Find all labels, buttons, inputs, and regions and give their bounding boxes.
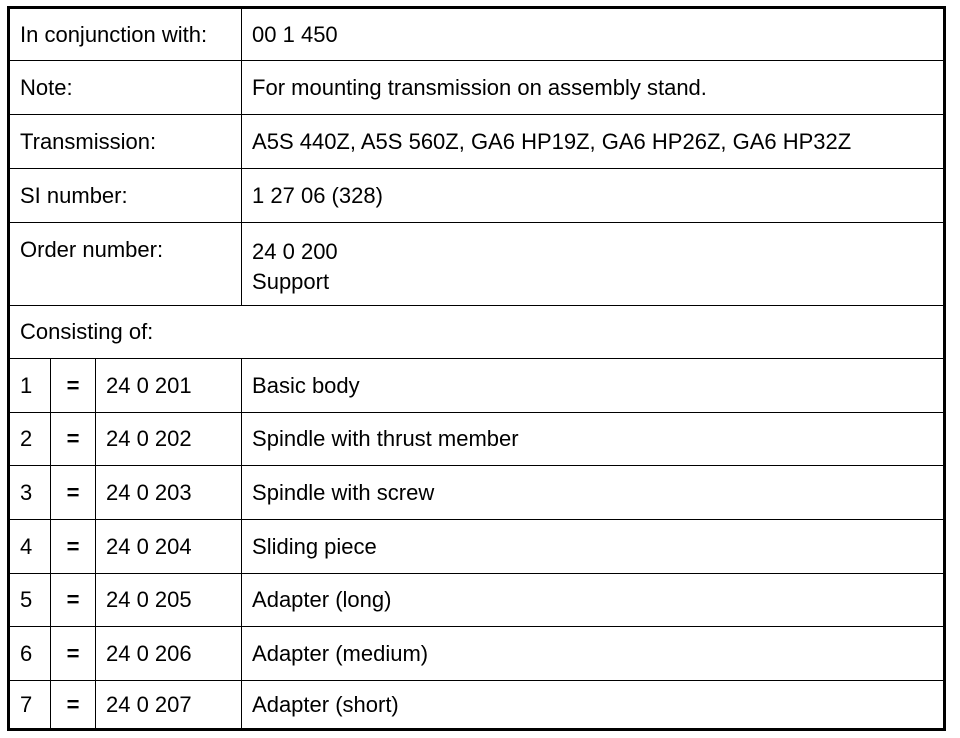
info-row-note bbox=[9, 61, 945, 115]
part-description: Adapter (long) bbox=[242, 574, 945, 627]
info-row-conjunction bbox=[9, 8, 945, 61]
part-equals: = bbox=[51, 574, 96, 627]
part-number: 24 0 204 bbox=[96, 520, 242, 574]
part-number: 24 0 203 bbox=[96, 466, 242, 520]
part-row bbox=[9, 520, 945, 574]
part-index: 3 bbox=[9, 466, 51, 520]
consisting-of-row bbox=[9, 306, 945, 359]
note-value: For mounting transmission on assembly stand. bbox=[242, 61, 945, 115]
order-number-value bbox=[242, 223, 945, 306]
transmission-label: Transmission: bbox=[9, 115, 242, 169]
part-row bbox=[9, 574, 945, 627]
part-description: Adapter (medium) bbox=[242, 627, 945, 681]
part-equals: = bbox=[51, 681, 96, 730]
part-equals: = bbox=[51, 466, 96, 520]
part-description: Spindle with screw bbox=[242, 466, 945, 520]
part-number: 24 0 206 bbox=[96, 627, 242, 681]
part-equals: = bbox=[51, 359, 96, 413]
note-label: Note: bbox=[9, 61, 242, 115]
conjunction-label: In conjunction with: bbox=[9, 8, 242, 61]
part-index: 1 bbox=[9, 359, 51, 413]
part-number: 24 0 202 bbox=[96, 413, 242, 466]
part-row bbox=[9, 681, 945, 730]
part-row bbox=[9, 359, 945, 413]
part-row bbox=[9, 466, 945, 520]
part-equals: = bbox=[51, 413, 96, 466]
part-index: 7 bbox=[9, 681, 51, 730]
special-tool-table bbox=[7, 6, 946, 731]
part-number: 24 0 201 bbox=[96, 359, 242, 413]
transmission-value: A5S 440Z, A5S 560Z, GA6 HP19Z, GA6 HP26Z, GA6 HP32Z bbox=[242, 115, 945, 169]
part-row bbox=[9, 627, 945, 681]
part-index: 2 bbox=[9, 413, 51, 466]
info-row-transmission bbox=[9, 115, 945, 169]
part-description: Adapter (short) bbox=[242, 681, 945, 730]
part-index: 6 bbox=[9, 627, 51, 681]
part-number: 24 0 207 bbox=[96, 681, 242, 730]
part-description: Spindle with thrust member bbox=[242, 413, 945, 466]
part-description: Sliding piece bbox=[242, 520, 945, 574]
si-number-value: 1 27 06 (328) bbox=[242, 169, 945, 223]
part-equals: = bbox=[51, 520, 96, 574]
part-row bbox=[9, 413, 945, 466]
part-index: 5 bbox=[9, 574, 51, 627]
part-index: 4 bbox=[9, 520, 51, 574]
info-row-si-number bbox=[9, 169, 945, 223]
info-row-order-number bbox=[9, 223, 945, 306]
order-item-name: Support bbox=[252, 269, 330, 294]
order-number-label: Order number: bbox=[9, 223, 242, 306]
order-number: 24 0 200 bbox=[252, 239, 338, 264]
conjunction-value: 00 1 450 bbox=[242, 8, 945, 61]
part-number: 24 0 205 bbox=[96, 574, 242, 627]
consisting-of-label: Consisting of: bbox=[9, 306, 945, 359]
si-number-label: SI number: bbox=[9, 169, 242, 223]
part-description: Basic body bbox=[242, 359, 945, 413]
part-equals: = bbox=[51, 627, 96, 681]
